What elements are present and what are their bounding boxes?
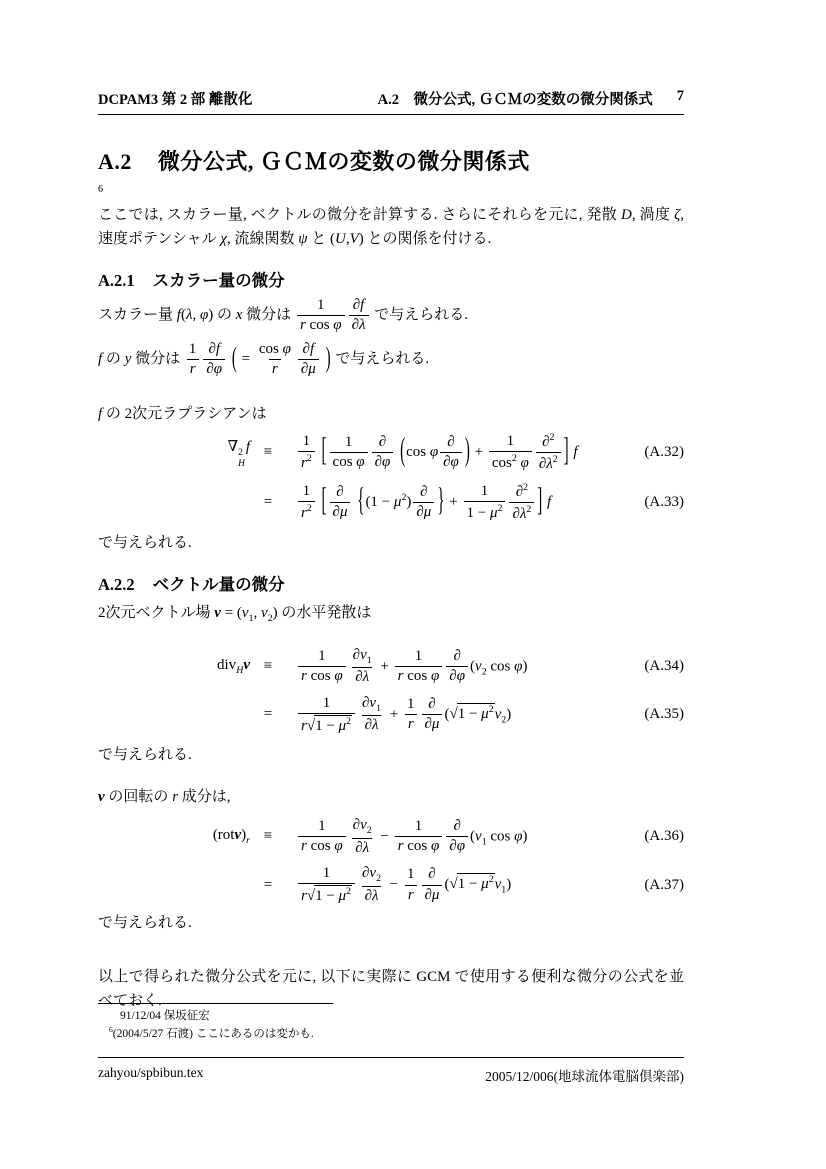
footer-publisher: 2005/12/006(地球流体電脳倶楽部) [485,1069,684,1084]
equation-lhs: $(rotv)_r$ [212,827,250,847]
subsection-title: スカラー量の微分 [152,271,285,290]
equation-number: (A.36) [644,828,684,845]
page-footer [98,1057,684,1085]
equation-rhs: $\frac{1}{\text{r cos φ}}$ $\frac{\partial v_1}{\partial\lambda}$ + $\frac{1}{\text{r cos φ}}$ ∂ ∂φ ($v_2$ cos φ) [286,647,527,687]
equation-relation: ≡ [263,444,273,461]
section-title: 微分公式, ＧＣＭの変数の微分関係式 [157,149,530,174]
intro-paragraph: ここでは, スカラー量, ベクトルの微分を計算する. さらにそれらを元に, 発散 D, 渦度 ζ, 速度ポテンシャル χ, 流線関数 ψ と (U,V) との関係を付ける. [98,207,684,247]
equation-number: (A.34) [644,658,684,675]
laplacian-lead-paragraph: f の 2次元ラプラシアンは [98,406,267,422]
laplacian-equation-group [98,432,684,523]
equation-relation: ≡ [263,658,273,675]
footnote-block [98,1003,684,1041]
section-number: A.2 [98,149,132,174]
scalar-y-derivative-paragraph: f の y 微分は $\frac{1}{r}$ $\frac{\partial f}{\partial\varphi}$ ( = $\frac{\text{cos φ}}{r}$ $\frac{\partial f}{\partial\mu}$ ) で与えられる. [98,340,430,377]
running-header-section: A.2 微分公式, ＧＣＭの変数の微分関係式 [377,92,653,108]
running-header [98,88,684,115]
equation-rhs: $\frac{1}{r√1 - \mu^2}$ $\frac{\partial v_2}{\partial\lambda}$ − $\frac{1}{r}$ ∂ ∂μ $(√1 - \mu^2v_1)$ [286,865,511,906]
equation-rhs: $\frac{1}{r^2}$ [ $\frac{1}{\text{cos φ}}$ ∂ ∂φ (cos φ ∂ ∂φ ) + $\frac{1}{\cos^2 \varphi}$ $\frac{\partial^2}{\partial\lambda^2}$ ] f [286,432,578,474]
equation-rhs: $\frac{1}{r^2}$ [ ∂ ∂μ {$(1 - \mu^2)$ ∂ ∂μ } + $\frac{1}{1 - \mu^2}$ $\frac{\partial^2}{\partial\lambda^2}$ ] f [286,482,551,524]
equation-relation: = [263,493,273,510]
equation-number: (A.37) [644,876,684,893]
rotation-lead-paragraph: v の回転の r 成分は, [98,789,231,806]
running-header-left: DCPAM3 第 2 部 離散化 [98,92,253,108]
footnote-marker: 6 [98,184,103,195]
equation-relation: ≡ [263,828,273,845]
page-number: 7 [676,88,684,104]
footer-filename: zahyou/spbibun.tex [98,1065,204,1080]
equation-relation: = [263,876,273,893]
equation-number: (A.35) [644,706,684,723]
given-by-text: で与えられる. [98,747,192,764]
equation-rhs: $\frac{1}{\text{r cos φ}}$ $\frac{\partial v_2}{\partial\lambda}$ − $\frac{1}{\text{r cos φ}}$ ∂ ∂φ ($v_1$ cos φ) [286,817,527,857]
running-header-right [378,88,684,109]
section-heading [98,145,684,176]
equation-number: (A.33) [644,493,684,510]
subsection-number: A.2.1 [98,271,135,290]
footnote-separator [98,1003,333,1004]
divergence-equation-group [98,647,684,735]
scalar-x-derivative-paragraph: スカラー量 f(λ, φ) の x 微分は $\frac{1}{\text{r cos φ}}$ $\frac{\partial f}{\partial\lambda}$ で与えられる. [98,297,469,334]
equation-relation: = [263,706,273,723]
vector-lead-paragraph: 2次元ベクトル場 $v = (v_1$, $v_2$) の水平発散は [98,605,372,624]
equation-lhs: div$_H$v [217,657,250,677]
subsection-heading-a22 [98,571,684,595]
subsection-number: A.2.2 [98,575,135,594]
given-by-text: で与えられる. [98,535,192,551]
equation-rhs: $\frac{1}{r√1 - \mu^2}$ $\frac{\partial v_1}{\partial\lambda}$ + $\frac{1}{r}$ ∂ ∂μ $(√1 - \mu^2v_2)$ [286,695,511,736]
footnote-line [98,1009,684,1023]
footnote-number: 6 [109,1025,113,1034]
footnote-text: (2004/5/27 石渡) ここにあるのは変かも. [112,1027,314,1040]
subsection-heading-a21 [98,267,684,291]
rotation-equation-group [98,817,684,905]
subsection-title: ベクトル量の微分 [152,575,285,594]
equation-lhs: ∇ 2 H f [227,438,250,469]
equation-number: (A.32) [644,444,684,461]
given-by-text: で与えられる. [98,915,192,932]
footnote-line [98,1023,684,1041]
closing-paragraph: 以上で得られた微分公式を元に, 以下に実際に GCM で使用する便利な微分の公式を並べておく. [98,969,684,1010]
footnote-text: 91/12/04 保坂征宏 [120,1010,210,1022]
